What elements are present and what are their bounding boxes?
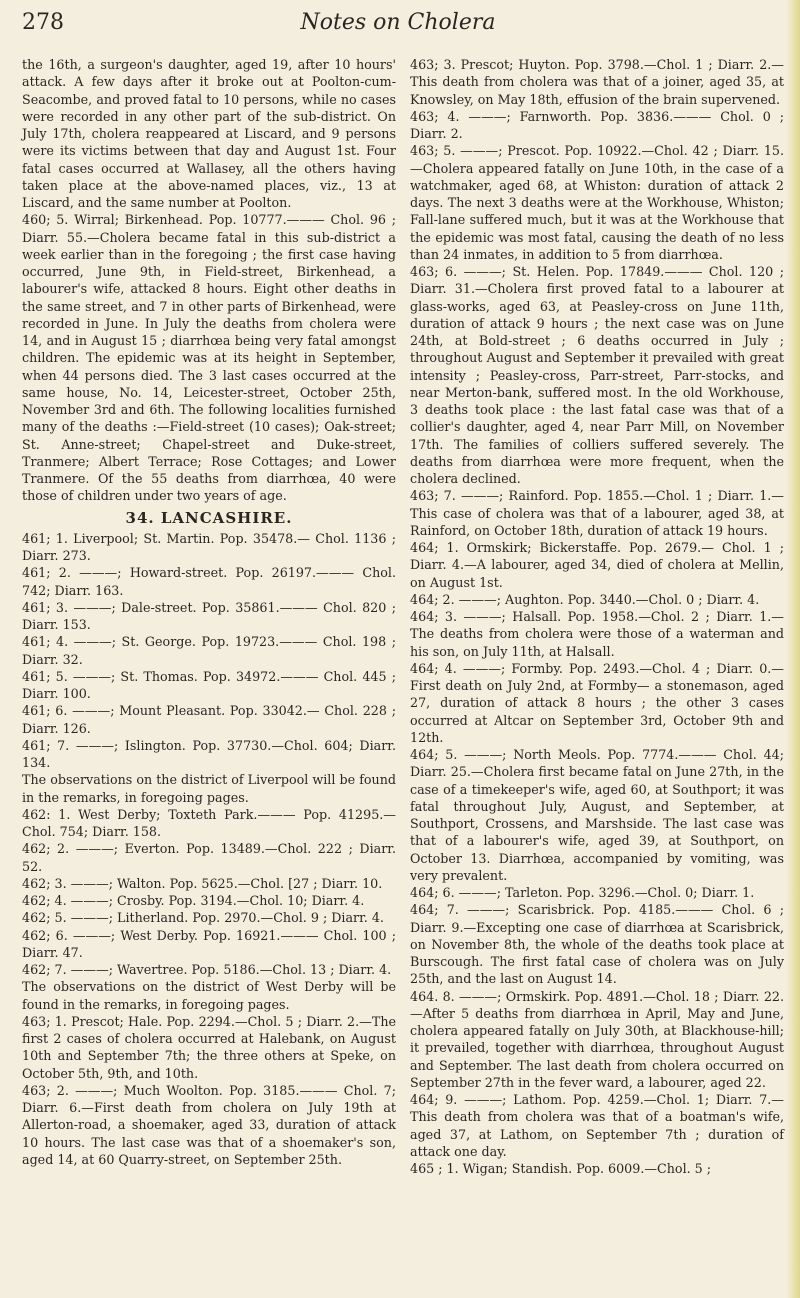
district-entry: 464; 9. ———; Lathom. Pop. 4259.—Chol. 1; Diarr. 7.—This death from cholera was that of a boatman's wife, aged 37, at Lathom, on September 7th ; duration of attack one day.	[410, 1092, 784, 1159]
running-header	[22, 10, 774, 46]
district-entry: 461; 7. ———; Islington. Pop. 37730.—Chol. 604; Diarr. 134.	[22, 737, 396, 770]
district-entry: 461; 4. ———; St. George. Pop. 19723.——— Chol. 198 ; Diarr. 32.	[22, 634, 396, 667]
district-entry: 461; 3. ———; Dale-street. Pop. 35861.——— Chol. 820 ; Diarr. 153.	[22, 599, 396, 632]
district-entry: 463; 7. ———; Rainford. Pop. 1855.—Chol. 1 ; Diarr. 1.—This case of cholera was that of a labourer, aged 38, at Rainford, on October 18th, duration of attack 19 hours.	[410, 488, 784, 538]
district-entry: 464; 7. ———; Scarisbrick. Pop. 4185.——— Chol. 6 ; Diarr. 9.—Excepting one case of diarrhœa at Scarisbrick, on November 8th, the whole of the deaths took place at Burscough. The first fatal case of cholera was on July 25th, and the last on August 14.	[410, 902, 784, 987]
paragraph: The observations on the district of West Derby will be found in the remarks, in foregoing pages.	[22, 979, 396, 1012]
district-entry: 464; 2. ———; Aughton. Pop. 3440.—Chol. 0 ; Diarr. 4.	[410, 591, 760, 607]
running-title: Notes on Cholera	[300, 10, 496, 35]
page-edge-shading	[786, 0, 800, 1298]
district-entry: 462; 3. ———; Walton. Pop. 5625.—Chol. [27 ; Diarr. 10.	[22, 875, 383, 891]
district-entry: 461; 1. Liverpool; St. Martin. Pop. 35478.— Chol. 1136 ; Diarr. 273.	[22, 530, 396, 563]
district-entry: 460; 5. Wirral; Birkenhead. Pop. 10777.——— Chol. 96 ; Diarr. 55.—Cholera became fatal in this sub-district a week earlier than in the foregoing ; the first case having occurred, June 9th, in Field-street, Birkenhead, a labourer's wife, attacked 8 hours. Eight other deaths in the same street, and 7 in other parts of Birkenhead, were recorded in June. In July the deaths from cholera were 14, and in August 15 ; diarrhœa being very fatal amongst children. The epidemic was at its height in September, when 44 persons died. The 3 last cases occurred at the same house, No. 14, Leicester-street, October 25th, November 3rd and 6th. The following localities furnished many of the deaths :—Field-street (10 cases); Oak-street; St. Anne-street; Chapel-street and Duke-street, Tranmere; Albert Terrace; Rose Cottages; and Lower Tranmere. Of the 55 deaths from diarrhœa, 40 were those of children under two years of age.	[22, 212, 396, 504]
left-column	[22, 56, 396, 1168]
district-entry: 464; 1. Ormskirk; Bickerstaffe. Pop. 2679.— Chol. 1 ; Diarr. 4.—A labourer, aged 34, died of cholera at Mellin, on August 1st.	[410, 540, 784, 590]
district-entry: 464; 3. ———; Halsall. Pop. 1958.—Chol. 2 ; Diarr. 1.—The deaths from cholera were those of a waterman and his son, on July 11th, at Halsall.	[410, 609, 784, 659]
district-entry: 462; 4. ———; Crosby. Pop. 3194.—Chol. 10; Diarr. 4.	[22, 893, 365, 908]
district-entry: 463; 2. ———; Much Woolton. Pop. 3185.——— Chol. 7; Diarr. 6.—First death from cholera on July 19th at Allerton-road, a shoemaker, aged 33, duration of attack 10 hours. The last case was that of a shoemaker's son, aged 14, at 60 Quarry-street, on September 25th.	[22, 1082, 396, 1167]
district-entry: 465 ; 1. Wigan; Standish. Pop. 6009.—Chol. 5 ;	[410, 1161, 712, 1176]
district-entry: 464; 5. ———; North Meols. Pop. 7774.——— Chol. 44; Diarr. 25.—Cholera first became fatal on June 27th, in the case of a timekeeper's wife, aged 60, at Southport; it was fatal throughout July, August, and September, at Southport, Crossens, and Marshside. The last case was that of a labourer's wife, aged 39, at Southport, on October 13. Diarrhœa, accompanied by vomiting, was very prevalent.	[410, 747, 784, 883]
paragraph: the 16th, a surgeon's daughter, aged 19, after 10 hours' attack. A few days after it broke out at Poolton-cum-Seacombe, and proved fatal to 10 persons, while no cases were recorded in any other part of the sub-district. On July 17th, cholera reappeared at Liscard, and 9 persons were its victims between that day and August 1st. Four fatal cases occurred at Wallasey, all the others having taken place at the above-named places, viz., 13 at Liscard, and the same number at Poolton.	[22, 57, 396, 210]
district-entry: 463; 5. ———; Prescot. Pop. 10922.—Chol. 42 ; Diarr. 15.—Cholera appeared fatally on June 10th, in the case of a watchmaker, aged 68, at Whiston: duration of attack 2 days. The next 3 deaths were at the Workhouse, Whiston; Fall-lane suffered much, but it was at the Workhouse that the epidemic was most fatal, causing the death of no less than 24 inmates, in addition to 5 from diarrhœa.	[410, 143, 784, 262]
district-entry: 464. 8. ———; Ormskirk. Pop. 4891.—Chol. 18 ; Diarr. 22.—After 5 deaths from diarrhœa in April, May and June, cholera appeared fatally on July 30th, at Blackhouse-hill; it prevailed, together with diarrhœa, throughout August and September. The last death from cholera occurred on September 27th in the fever ward, a labourer, aged 22.	[410, 988, 784, 1090]
district-entry: 463; 6. ———; St. Helen. Pop. 17849.——— Chol. 120 ; Diarr. 31.—Cholera first proved fatal to a labourer at glass-works, aged 63, at Peasley-cross on June 11th, duration of attack 9 hours ; the next case was on June 24th, at Bold-street ; 6 deaths occurred in July ; throughout August and September it prevailed with great intensity ; Peasley-cross, Parr-street, Parr-stocks, and near Merton-bank, suffered most. In the old Workhouse, 3 deaths took place : the last fatal case was that of a collier's daughter, aged 4, near Parr Mill, on November 17th. The families of colliers suffered severely. The deaths from diarrhœa were more frequent, when the cholera declined.	[410, 264, 784, 486]
paragraph: The observations on the district of Liverpool will be found in the remarks, in foregoing pages.	[22, 772, 396, 805]
district-entry: 461; 6. ———; Mount Pleasant. Pop. 33042.— Chol. 228 ; Diarr. 126.	[22, 703, 396, 736]
district-entry: 463; 1. Prescot; Hale. Pop. 2294.—Chol. 5 ; Diarr. 2.—The first 2 cases of cholera occurred at Halebank, on August 10th and September 7th; the three others at Speke, on October 5th, 9th, and 10th.	[22, 1013, 396, 1081]
district-entry: 462; 2. ———; Everton. Pop. 13489.—Chol. 222 ; Diarr. 52.	[22, 841, 396, 874]
district-entry: 462: 1. West Derby; Toxteth Park.——— Pop. 41295.—Chol. 754; Diarr. 158.	[22, 806, 396, 839]
district-entry: 462; 7. ———; Wavertree. Pop. 5186.—Chol. 13 ; Diarr. 4.	[22, 962, 392, 977]
district-entry: 463; 3. Prescot; Huyton. Pop. 3798.—Chol. 1 ; Diarr. 2.—This death from cholera was that of a joiner, aged 35, at Knowsley, on May 18th, effusion of the brain supervened.	[410, 57, 784, 107]
district-entry: 461; 5. ———; St. Thomas. Pop. 34972.——— Chol. 445 ; Diarr. 100.	[22, 668, 396, 701]
right-column	[410, 56, 784, 1177]
district-entry: 464; 6. ———; Tarleton. Pop. 3296.—Chol. 0; Diarr. 1.	[410, 885, 755, 900]
district-entry: 462; 6. ———; West Derby. Pop. 16921.——— Chol. 100 ; Diarr. 47.	[22, 927, 396, 960]
district-entry: 461; 2. ———; Howard-street. Pop. 26197.——— Chol. 742; Diarr. 163.	[22, 565, 396, 598]
district-entry: 464; 4. ———; Formby. Pop. 2493.—Chol. 4 ; Diarr. 0.—First death on July 2nd, at Formby— a stonemason, aged 27, duration of attack 8 hours ; the other 3 cases occurred at Altcar on September 3rd, October 9th and 12th.	[410, 660, 784, 745]
page-number: 278	[22, 10, 64, 35]
district-entry: 462; 5. ———; Litherland. Pop. 2970.—Chol. 9 ; Diarr. 4.	[22, 910, 384, 926]
section-heading: 34. LANCASHIRE.	[125, 508, 293, 527]
district-entry: 463; 4. ———; Farnworth. Pop. 3836.——— Chol. 0 ; Diarr. 2.	[410, 108, 784, 141]
